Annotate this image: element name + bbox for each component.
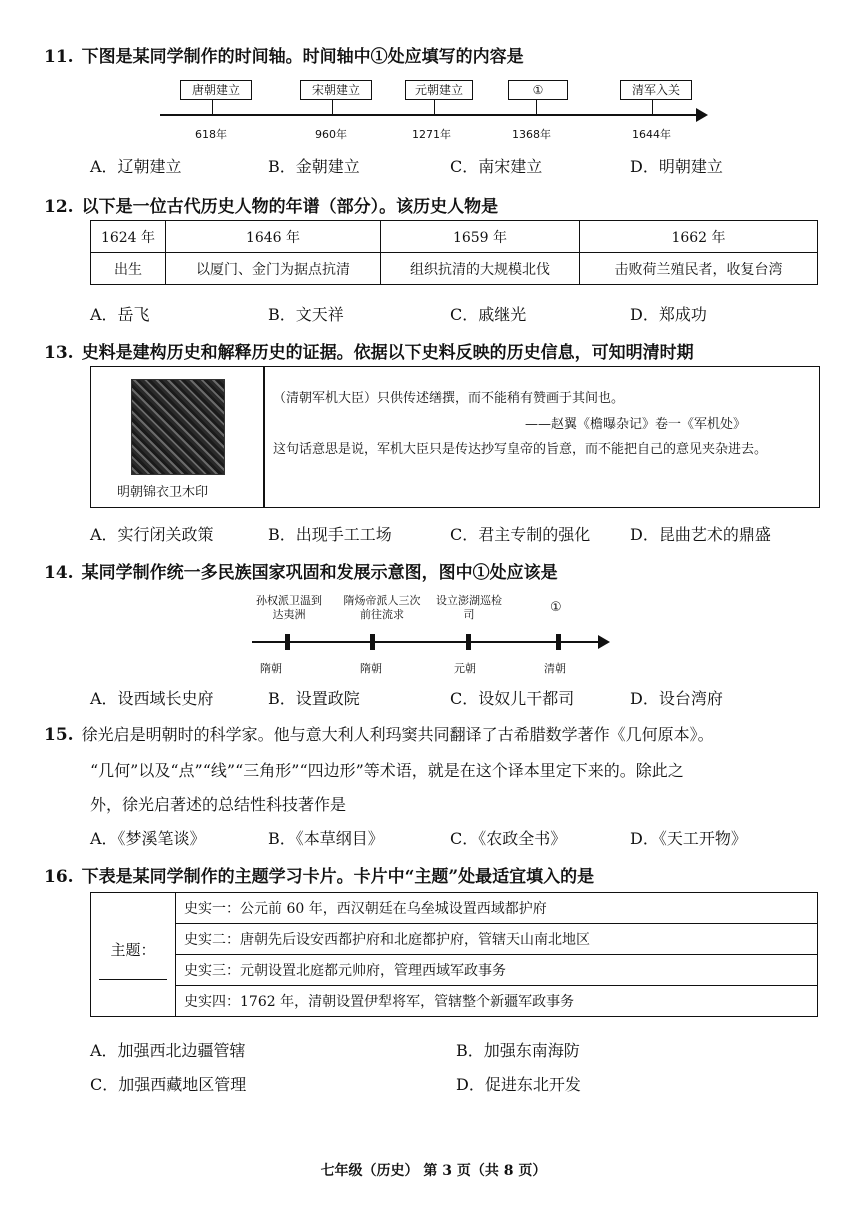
q11-option-c[interactable]: C．南宋建立 (450, 157, 543, 176)
q11-option-a[interactable]: A．辽朝建立 (90, 157, 182, 176)
q11-stem: 11. 下图是某同学制作的时间轴。时间轴中①处应填写的内容是 (44, 47, 524, 67)
q14-option-a[interactable]: A．设西域长史府 (90, 689, 214, 708)
q14-option-c[interactable]: C．设奴儿干都司 (450, 689, 575, 708)
theme-label: 主题： (110, 941, 156, 959)
q15-option-a[interactable]: A．《梦溪笔谈》 (90, 829, 206, 848)
q14-event-bottom: 清朝 (544, 662, 566, 675)
table-cell: 1646 年 (166, 221, 381, 253)
q13-option-b[interactable]: B．出现手工工场 (268, 525, 392, 544)
q15-option-d[interactable]: D．《天工开物》 (630, 829, 747, 848)
wooden-seal-image (131, 379, 225, 475)
q14-event-bottom: 元朝 (454, 662, 476, 675)
q15-option-b[interactable]: B．《本草纲目》 (268, 829, 384, 848)
q12-chronology-table (90, 220, 818, 285)
q14-tick (285, 634, 290, 650)
q12-option-a[interactable]: A．岳飞 (90, 305, 150, 324)
q14-event-top: 设立澎湖巡检司 (436, 594, 502, 621)
quote-source: ——赵翼《檐曝杂记》卷一《军机处》 (525, 417, 747, 432)
q15-line2: “几何”以及“点”“线”“三角形”“四边形”等术语，就是在这个译本里定下来的。除此之 (90, 761, 684, 780)
q13-source-box (90, 366, 820, 508)
q13-option-d[interactable]: D．昆曲艺术的鼎盛 (630, 525, 771, 544)
table-cell: 1662 年 (580, 221, 818, 253)
fact-cell: 史实二：唐朝先后设安西都护府和北庭都护府，管辖天山南北地区 (176, 924, 818, 955)
q12-stem: 12. 以下是一位古代历史人物的年谱（部分）。该历史人物是 (44, 197, 499, 217)
q11-event-box: 元朝建立 (405, 80, 473, 100)
q15-line3: 外，徐光启著述的总结性科技著作是 (90, 795, 347, 814)
q11-event-box: 清军入关 (620, 80, 692, 100)
q11-tick (332, 100, 333, 114)
q12-option-d[interactable]: D．郑成功 (630, 305, 707, 324)
q13-option-c[interactable]: C．君主专制的强化 (450, 525, 591, 544)
image-caption: 明朝锦衣卫木印 (117, 485, 209, 500)
fact-cell: 史实四：1762 年，清朝设置伊犁将军，管辖整个新疆军政事务 (176, 986, 818, 1017)
q12-option-b[interactable]: B．文天祥 (268, 305, 344, 324)
q16-option-c[interactable]: C．加强西藏地区管理 (90, 1075, 247, 1094)
q15-line1: 15. 徐光启是明朝时的科学家。他与意大利人利玛窦共同翻译了古希腊数学著作《几何原本》。 (44, 725, 714, 745)
fact-cell: 史实三：元朝设置北庭都元帅府，管理西域军政事务 (176, 955, 818, 986)
q14-option-d[interactable]: D．设台湾府 (630, 689, 723, 708)
q16-option-a[interactable]: A．加强西北边疆管辖 (90, 1041, 246, 1060)
q14-event-bottom: 隋朝 (360, 662, 382, 675)
q16-theme-card (90, 892, 818, 1017)
q12-option-c[interactable]: C．戚继光 (450, 305, 527, 324)
table-cell: 出生 (91, 253, 166, 285)
q11-tick (212, 100, 213, 114)
page-footer: 七年级（历史） 第 3 页（共 8 页） (320, 1163, 547, 1179)
quote-explanation: 这句话意思是说，军机大臣只是传达抄写皇帝的旨意，而不能把自己的意见夹杂进去。 (273, 442, 768, 457)
q14-timeline-axis (252, 641, 602, 643)
q14-event-top-blank: ① (550, 600, 562, 615)
table-cell: 1624 年 (91, 221, 166, 253)
table-cell: 1659 年 (381, 221, 580, 253)
arrow-icon (696, 108, 708, 122)
q14-tick (370, 634, 375, 650)
q11-year: 618年 (195, 128, 227, 141)
q11-year: 1271年 (412, 128, 451, 141)
table-cell: 击败荷兰殖民者，收复台湾 (580, 253, 818, 285)
blank-line (99, 979, 167, 981)
q14-tick (556, 634, 561, 650)
q11-option-d[interactable]: D．明朝建立 (630, 157, 723, 176)
q11-tick (652, 100, 653, 114)
q11-tick (536, 100, 537, 114)
q11-year: 1368年 (512, 128, 551, 141)
q11-option-b[interactable]: B．金朝建立 (268, 157, 360, 176)
q11-tick (434, 100, 435, 114)
q14-event-bottom: 隋朝 (260, 662, 282, 675)
q14-option-b[interactable]: B．设置政院 (268, 689, 360, 708)
q14-tick (466, 634, 471, 650)
q14-stem: 14. 某同学制作统一多民族国家巩固和发展示意图，图中①处应该是 (44, 563, 558, 583)
arrow-icon (598, 635, 610, 649)
divider (263, 367, 265, 507)
table-cell: 组织抗清的大规模北伐 (381, 253, 580, 285)
q11-year: 1644年 (632, 128, 671, 141)
q11-event-box: 唐朝建立 (180, 80, 252, 100)
q16-option-b[interactable]: B．加强东南海防 (456, 1041, 580, 1060)
q13-stem: 13. 史料是建构历史和解释历史的证据。依据以下史料反映的历史信息，可知明清时期 (44, 343, 694, 363)
q16-option-d[interactable]: D．促进东北开发 (456, 1075, 581, 1094)
q15-option-c[interactable]: C．《农政全书》 (450, 829, 567, 848)
q14-event-top: 隋炀帝派人三次前往流求 (343, 594, 421, 621)
q14-event-top: 孙权派卫温到达夷洲 (256, 594, 322, 621)
q11-timeline-axis (160, 114, 700, 116)
table-cell: 以厦门、金门为据点抗清 (166, 253, 381, 285)
quote-text: （清朝军机大臣）只供传述缮撰，而不能稍有赞画于其间也。 (273, 391, 625, 406)
theme-cell (91, 893, 176, 1017)
q11-year: 960年 (315, 128, 347, 141)
q11-event-box: 宋朝建立 (300, 80, 372, 100)
q16-stem: 16. 下表是某同学制作的主题学习卡片。卡片中“主题”处最适宜填入的是 (44, 867, 595, 887)
q13-option-a[interactable]: A．实行闭关政策 (90, 525, 214, 544)
fact-cell: 史实一：公元前 60 年，西汉朝廷在乌垒城设置西域都护府 (176, 893, 818, 924)
q11-event-box-blank: ① (508, 80, 568, 100)
